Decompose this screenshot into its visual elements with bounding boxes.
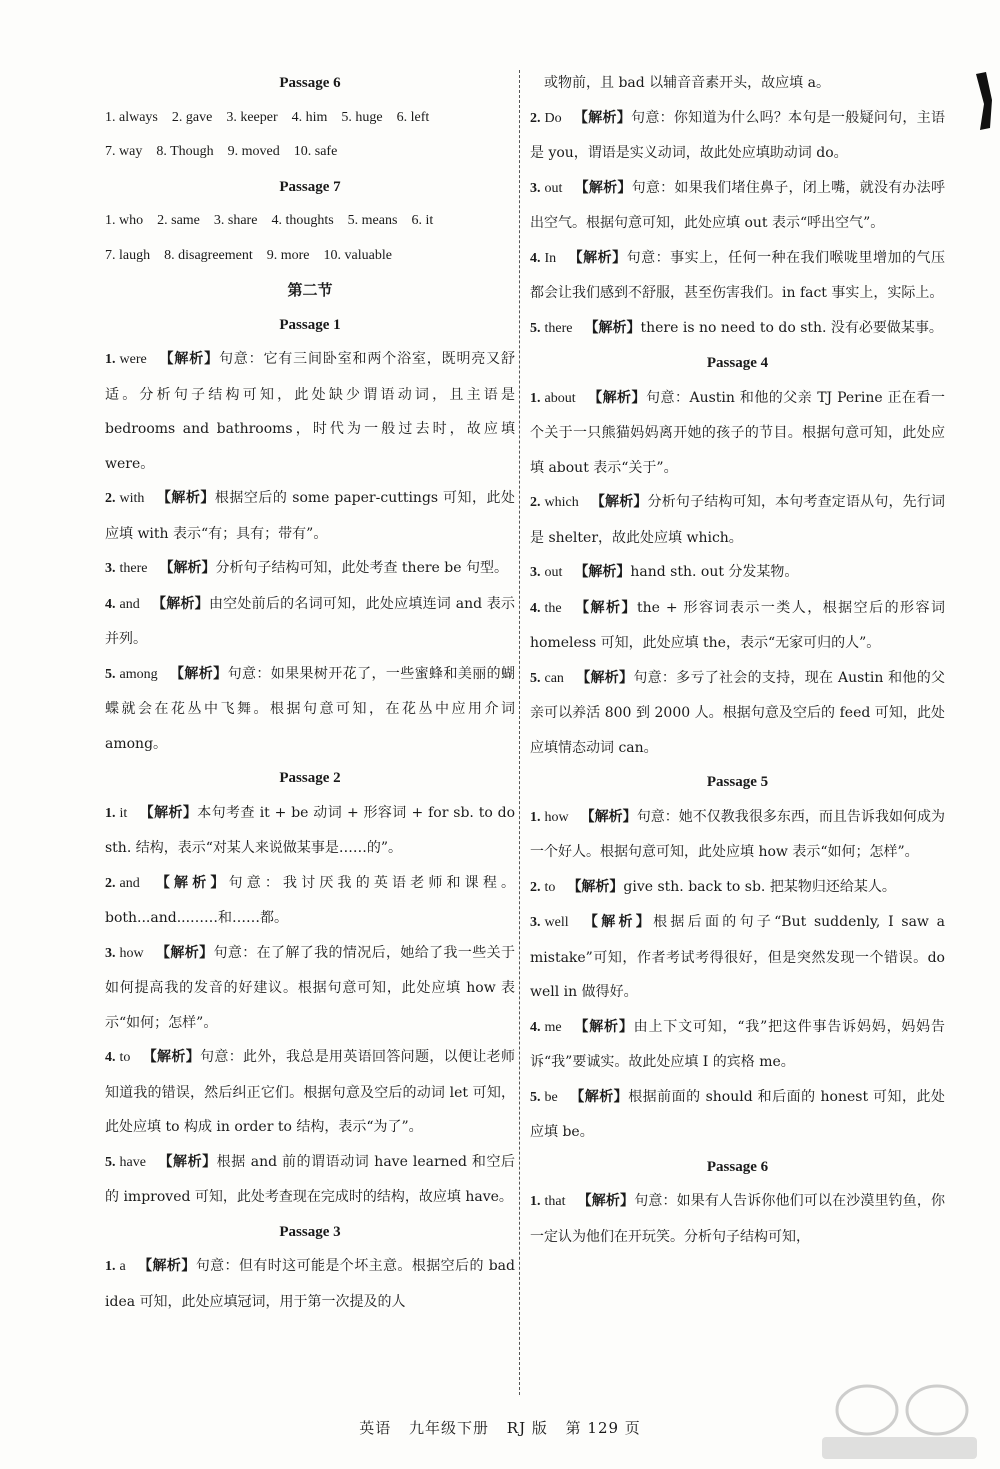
answer-word: there: [544, 320, 573, 336]
analysis-tag: 【解析】: [573, 1018, 634, 1035]
explanation-text: 根据后面的句子“But suddenly, I saw a mistake”可知，作者考试考得很好，但是突然发现一个错误。do well in 做得好。: [530, 914, 946, 1000]
explanation-text: 由空处前后的名词可知，此处应填连词 and 表示并列。: [105, 595, 515, 647]
answer-pair: 10. safe: [293, 144, 338, 159]
explanation-text: 根据空后的 some paper-cuttings 可知，此处应填 with 表示“有；具有；带有”。: [105, 490, 516, 542]
item-number: 5.: [530, 320, 541, 336]
explanation-text: 句意：我讨厌我的英语老师和课程。both...and...……和……都。: [105, 874, 516, 926]
answer-pair: 3. share: [213, 213, 258, 228]
answer-word: can: [544, 670, 564, 686]
analysis-tag: 【解析】: [590, 494, 648, 510]
analysis-tag: 【解析】: [575, 669, 634, 686]
footer-edition: RJ 版: [506, 1419, 548, 1437]
answer-item: [530, 311, 945, 347]
explanation-text: 句意：多亏了社会的支持，现在 Austin 和他的父亲可以养活 800 到 2000 人。根据句意及空后的 feed 可知，此处应填情态动词 can。: [530, 669, 945, 756]
item-number: 4.: [105, 596, 116, 612]
item-number: 1.: [530, 390, 541, 406]
analysis-tag: 【解析】: [567, 878, 624, 895]
answer-pair: 9. more: [266, 247, 310, 263]
answer-item: [105, 1040, 515, 1145]
item-number: 4.: [105, 1050, 116, 1065]
answer-row: [105, 135, 515, 170]
explanation-text: 句意：但有时这可能是个坏主意。根据空后的 bad idea 可知，此处应填冠词，用于第一次提及的人: [105, 1258, 515, 1310]
analysis-tag: 【解析】: [151, 595, 209, 612]
analysis-tag: 【解析】: [574, 564, 631, 580]
answer-word: Do: [544, 110, 562, 126]
answer-word: how: [544, 809, 569, 825]
explanation-text: 根据前面的 should 和后面的 honest 可知，此处应填 be。: [530, 1088, 945, 1140]
explanation-text: give sth. back to sb. 把某物归还给某人。: [623, 878, 896, 895]
answer-pair: 9. moved: [227, 144, 280, 159]
item-number: 5.: [530, 1089, 541, 1105]
answer-word: and: [119, 875, 140, 891]
analysis-tag: 【解析】: [137, 1258, 196, 1274]
answer-item: [530, 800, 945, 870]
analysis-tag: 【解析】: [139, 804, 198, 821]
answer-list: [105, 1249, 515, 1319]
item-number: 2.: [105, 491, 116, 506]
analysis-tag: 【解析】: [587, 389, 647, 406]
explanation-text: 本句考查 it + be 动词 + 形容词 + for sb. to do sth. 结构，表示“对某人来说做某事是……的”。: [105, 804, 516, 856]
answer-word: me: [544, 1019, 562, 1035]
explanation-text: 句意：它有三间卧室和两个浴室，既明亮又舒适。分析句子结构可知，此处缺少谓语动词，且主语是 bedrooms and bathrooms，时代为一般过去时，故应填 were。: [105, 351, 516, 472]
explanation-text: 句意：她不仅教我很多东西，而且告诉我如何成为一个好人。根据句意可知，此处应填 how 表示“如何；怎样”。: [530, 808, 946, 860]
explanation-text: 根据 and 前的谓语动词 have learned 和空后的 improved 可知，此处考查现在完成时的结构，故应填 have。: [105, 1153, 515, 1205]
explanation-text: 句意：你知道为什么吗？本句是一般疑问句，主语是 you，谓语是实义动词，故此处应填助动词 do。: [530, 109, 946, 161]
page-corner-mark: [972, 70, 994, 132]
answer-item: [530, 870, 945, 906]
answer-item: [530, 101, 945, 171]
passage-title: Passage 1: [279, 316, 341, 333]
explanation-text: 句意：Austin 和他的父亲 TJ Perine 正在看一个关于一只熊猫妈妈离开她的孩子的节目。根据句意可知，此处应填 about 表示“关于”。: [530, 389, 946, 476]
answer-row: [105, 204, 515, 239]
item-number: 5.: [530, 670, 541, 686]
passage-title: Passage 4: [706, 355, 769, 371]
explanation-text: hand sth. out 分发某物。: [630, 564, 799, 580]
answer-word: that: [544, 1194, 566, 1209]
answer-list: [105, 342, 515, 761]
answer-item: [105, 551, 515, 587]
passage-title: Passage 5: [706, 774, 769, 790]
answer-word: to: [544, 879, 556, 895]
analysis-tag: 【解析】: [574, 179, 632, 196]
answer-pair: 5. huge: [341, 109, 383, 125]
answer-item: [105, 1145, 515, 1215]
answer-item: [105, 342, 515, 481]
answer-word: out: [544, 565, 563, 580]
explanation-text: 句意：在了解了我的情况后，她给了我一些关于如何提高我的发音的好建议。根据句意可知，此处应填 how 表示“如何；怎样”。: [105, 944, 515, 1031]
answer-word: In: [544, 250, 557, 266]
item-number: 2.: [530, 110, 541, 126]
answer-pair: 2. same: [157, 213, 200, 228]
answer-item: [530, 485, 945, 555]
item-number: 4.: [530, 600, 541, 616]
explanation-text: 句意：事实上，任何一种在我们喉咙里增加的气压都会让我们感到不舒服，甚至伤害我们。in fact 事实上，实际上。: [530, 249, 946, 301]
answer-item: [530, 661, 945, 766]
item-number: 4.: [530, 250, 541, 266]
analysis-tag: 【解析】: [156, 490, 215, 506]
analysis-tag: 【解析】: [169, 665, 228, 682]
column-divider: [519, 70, 520, 1395]
answer-item: [105, 587, 515, 657]
answer-list: [530, 800, 945, 1150]
answer-list: [530, 101, 945, 347]
explanation-text: 由上下文可知，“我”把这件事告诉妈妈，妈妈告诉“我”要诚实。故此处应填 I 的宾格 me。: [530, 1018, 945, 1070]
answer-row: [105, 101, 515, 136]
answer-list: [530, 381, 945, 766]
item-number: 1.: [105, 1259, 116, 1274]
item-number: 3.: [530, 915, 541, 930]
analysis-tag: 【解析】: [155, 944, 214, 961]
answer-word: among: [119, 666, 158, 682]
passage-title: Passage 7: [279, 178, 341, 195]
answer-pair: 1. always: [105, 109, 158, 125]
item-number: 4.: [530, 1019, 541, 1035]
explanation-text: 句意：此外，我总是用英语回答问题，以便让老师知道我的错误，然后纠正它们。根据句意及空后的动词 let 可知，此处应填 to 构成 in order to 结构，表示“为了”。: [105, 1049, 515, 1135]
analysis-tag: 【解析】: [158, 351, 219, 367]
answer-pair: 6. it: [411, 213, 434, 228]
answer-word: out: [544, 180, 563, 196]
answer-word: to: [119, 1050, 131, 1065]
answer-word: and: [119, 596, 140, 612]
continued-text: 或物前，且 bad 以辅音音素开头，故应填 a。: [544, 75, 830, 91]
answer-item: [530, 241, 945, 311]
section-heading: 第二节: [287, 281, 333, 299]
answer-pair: 10. valuable: [323, 247, 392, 263]
answer-item: [105, 866, 515, 936]
footer-grade: 九年级下册: [408, 1419, 489, 1437]
analysis-tag: 【解析】: [573, 109, 632, 126]
explanation-text: 分析句子结构可知，本句考查定语从句，先行词是 shelter，故此处应填 which。: [530, 494, 946, 546]
answer-word: well: [544, 915, 569, 930]
item-number: 5.: [105, 666, 116, 682]
item-number: 1.: [105, 805, 116, 821]
passage-title: Passage 6: [279, 75, 341, 91]
item-number: 2.: [105, 875, 116, 891]
analysis-tag: 【解析】: [142, 1049, 201, 1065]
answer-word: it: [119, 805, 128, 821]
answer-item: [105, 481, 515, 551]
answer-pair: 6. left: [396, 109, 430, 125]
answer-pair: 8. Though: [156, 144, 214, 159]
passage-title: Passage 6: [706, 1158, 769, 1175]
explanation-text: 句意：如果果树开花了，一些蜜蜂和美丽的蝴蝶就会在花丛中飞舞。根据句意可知，在花丛中应用介词 among。: [105, 665, 516, 752]
answer-word: were: [119, 352, 147, 367]
answer-pair: 2. gave: [171, 109, 213, 125]
answer-pair: 3. keeper: [226, 109, 278, 125]
analysis-tag: 【解析】: [157, 1153, 217, 1170]
answer-pair: 4. thoughts: [271, 213, 334, 228]
answer-pair: 7. way: [105, 144, 143, 159]
answer-pair: 7. laugh: [105, 247, 151, 263]
answer-word: which: [544, 495, 579, 510]
answer-word: the: [544, 600, 562, 616]
analysis-tag: 【解析】: [568, 249, 627, 266]
answer-item: [530, 591, 945, 661]
answer-item: [530, 555, 945, 591]
left-column: [105, 66, 515, 1319]
analysis-tag: 【解析】: [580, 808, 637, 825]
answer-list: [105, 796, 515, 1215]
item-number: 2.: [530, 879, 541, 895]
explanation-text: 分析句子结构可知，此处考查 there be 句型。: [215, 560, 508, 576]
answer-item: [530, 1080, 945, 1150]
answer-item: [105, 657, 515, 762]
analysis-tag: 【解析】: [151, 874, 229, 891]
answer-item: [530, 171, 945, 241]
answer-pair: 5. means: [347, 213, 398, 228]
analysis-tag: 【解析】: [159, 560, 216, 576]
item-number: 5.: [105, 1154, 116, 1170]
answer-pair: 1. who: [105, 213, 144, 228]
explanation-text: 句意：如果有人告诉你他们可以在沙漠里钓鱼，你一定认为他们在开玩笑。分析句子结构可知，: [530, 1193, 946, 1245]
item-number: 3.: [530, 180, 541, 196]
explanation-text: the + 形容词表示一类人，根据空后的形容词 homeless 可知，此处应填 the，表示“无家可归的人”。: [530, 599, 946, 651]
answer-word: a: [119, 1259, 126, 1274]
passage-title: Passage 2: [279, 770, 341, 786]
analysis-tag: 【解析】: [580, 914, 654, 930]
passage-title: Passage 3: [279, 1223, 341, 1240]
footer-page: 第 129 页: [565, 1419, 641, 1437]
answer-row: [105, 239, 515, 274]
right-column: [530, 66, 945, 1254]
footer-subject: 英语: [359, 1419, 392, 1437]
answer-word: be: [544, 1089, 558, 1105]
item-number: 3.: [105, 561, 116, 576]
answer-word: how: [119, 945, 144, 961]
item-number: 1.: [530, 1194, 541, 1209]
watermark-logo: [817, 1375, 982, 1465]
item-number: 1.: [530, 809, 541, 825]
answer-word: with: [119, 491, 145, 506]
answer-word: about: [544, 390, 576, 406]
analysis-tag: 【解析】: [569, 1088, 629, 1105]
answer-word: have: [119, 1154, 146, 1170]
explanation-text: there is no need to do sth. 没有必要做某事。: [640, 319, 943, 336]
answer-item: [530, 381, 945, 486]
analysis-tag: 【解析】: [573, 599, 637, 616]
item-number: 2.: [530, 495, 541, 510]
answer-item: [530, 1184, 945, 1254]
analysis-tag: 【解析】: [584, 319, 641, 336]
item-number: 3.: [530, 565, 541, 580]
answer-item: [530, 905, 945, 1010]
analysis-tag: 【解析】: [577, 1193, 635, 1209]
item-number: 3.: [105, 945, 116, 961]
answer-item: [105, 936, 515, 1041]
item-number: 1.: [105, 352, 116, 367]
answer-item: [530, 1010, 945, 1080]
answer-word: there: [119, 561, 148, 576]
answer-list: [530, 1184, 945, 1254]
answer-item: [105, 796, 515, 866]
answer-pair: 4. him: [291, 109, 328, 125]
answer-item: [105, 1249, 515, 1319]
explanation-text: 句意：如果我们堵住鼻子，闭上嘴，就没有办法呼出空气。根据句意可知，此处应填 out 表示“呼出空气”。: [530, 179, 946, 231]
answer-pair: 8. disagreement: [164, 247, 253, 263]
